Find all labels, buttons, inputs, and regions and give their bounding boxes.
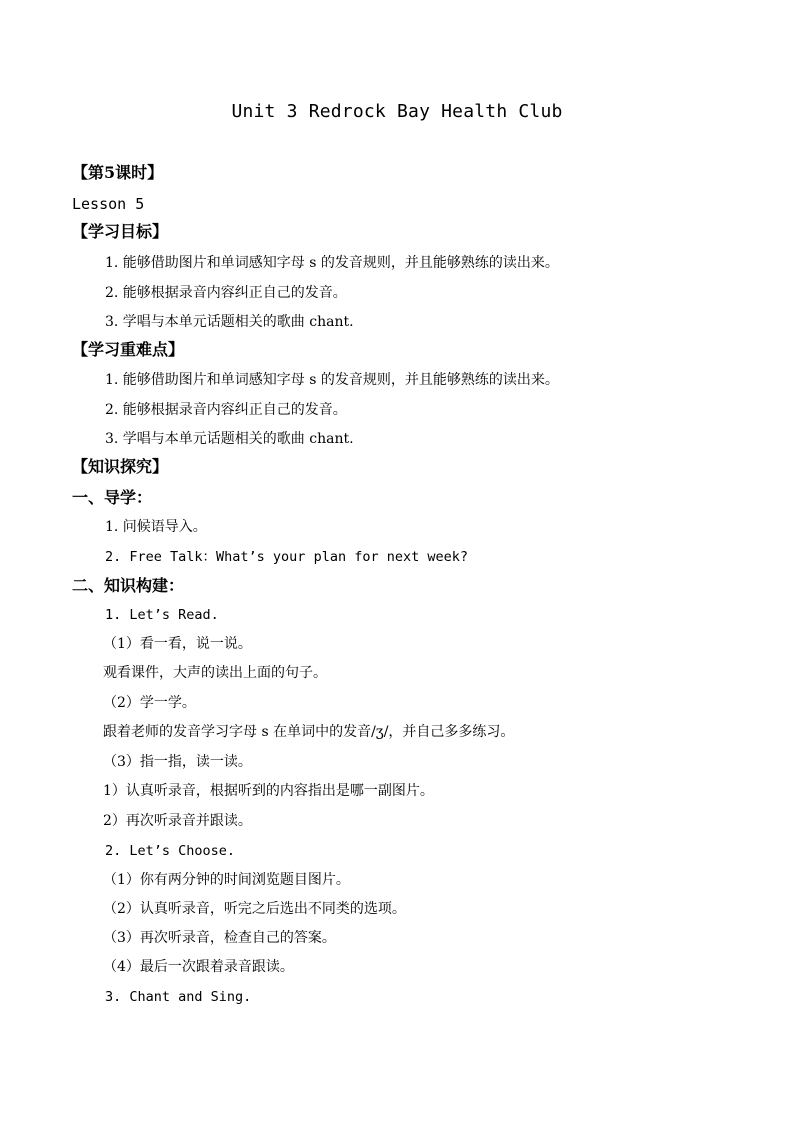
read-step-1: （1）看一看，说一说。 bbox=[103, 636, 252, 652]
read-step-3-b: 2）再次听录音并跟读。 bbox=[103, 813, 252, 829]
document-title: Unit 3 Redrock Bay Health Club bbox=[231, 101, 563, 122]
key-point-item-2: 2. 能够根据录音内容纠正自己的发音。 bbox=[105, 402, 347, 418]
lesson-label: Lesson 5 bbox=[72, 195, 145, 213]
objective-item-2: 2. 能够根据录音内容纠正自己的发音。 bbox=[105, 285, 347, 301]
part1-heading: 一、导学： bbox=[72, 488, 153, 507]
objectives-heading: 【学习目标】 bbox=[72, 222, 169, 241]
key-point-item-1: 1. 能够借助图片和单词感知字母 s 的发音规则，并且能够熟练的读出来。 bbox=[105, 372, 559, 388]
read-step-1-text: 观看课件，大声的读出上面的句子。 bbox=[103, 665, 327, 681]
lets-read-title: 1. Let’s Read. bbox=[105, 607, 219, 623]
read-step-3-a: 1）认真听录音，根据听到的内容指出是哪一副图片。 bbox=[103, 783, 434, 799]
part2-heading: 二、知识构建： bbox=[72, 576, 185, 595]
choose-step-1: （1）你有两分钟的时间浏览题目图片。 bbox=[103, 872, 350, 888]
read-step-2-text: 跟着老师的发音学习字母 s 在单词中的发音/ʒ/，并自己多多练习。 bbox=[103, 724, 515, 740]
key-points-heading: 【学习重难点】 bbox=[72, 340, 185, 359]
lets-choose-title: 2. Let’s Choose. bbox=[105, 843, 236, 859]
choose-step-2: （2）认真听录音，听完之后选出不同类的选项。 bbox=[103, 901, 406, 917]
objective-item-1: 1. 能够借助图片和单词感知字母 s 的发音规则，并且能够熟练的读出来。 bbox=[105, 255, 559, 271]
chant-and-sing-title: 3. Chant and Sing. bbox=[105, 989, 252, 1005]
key-point-item-3: 3. 学唱与本单元话题相关的歌曲 chant. bbox=[105, 431, 354, 447]
exploration-heading: 【知识探究】 bbox=[72, 457, 169, 476]
part1-item-2: 2. Free Talk：What’s your plan for next week? bbox=[105, 549, 468, 565]
choose-step-4: （4）最后一次跟着录音跟读。 bbox=[103, 959, 294, 975]
read-step-2: （2）学一学。 bbox=[103, 695, 196, 711]
objective-item-3: 3. 学唱与本单元话题相关的歌曲 chant. bbox=[105, 314, 354, 330]
period-heading: 【第5课时】 bbox=[72, 163, 164, 182]
choose-step-3: （3）再次听录音，检查自己的答案。 bbox=[103, 930, 336, 946]
read-step-3: （3）指一指，读一读。 bbox=[103, 754, 252, 770]
part1-item-1: 1. 问候语导入。 bbox=[105, 519, 207, 535]
